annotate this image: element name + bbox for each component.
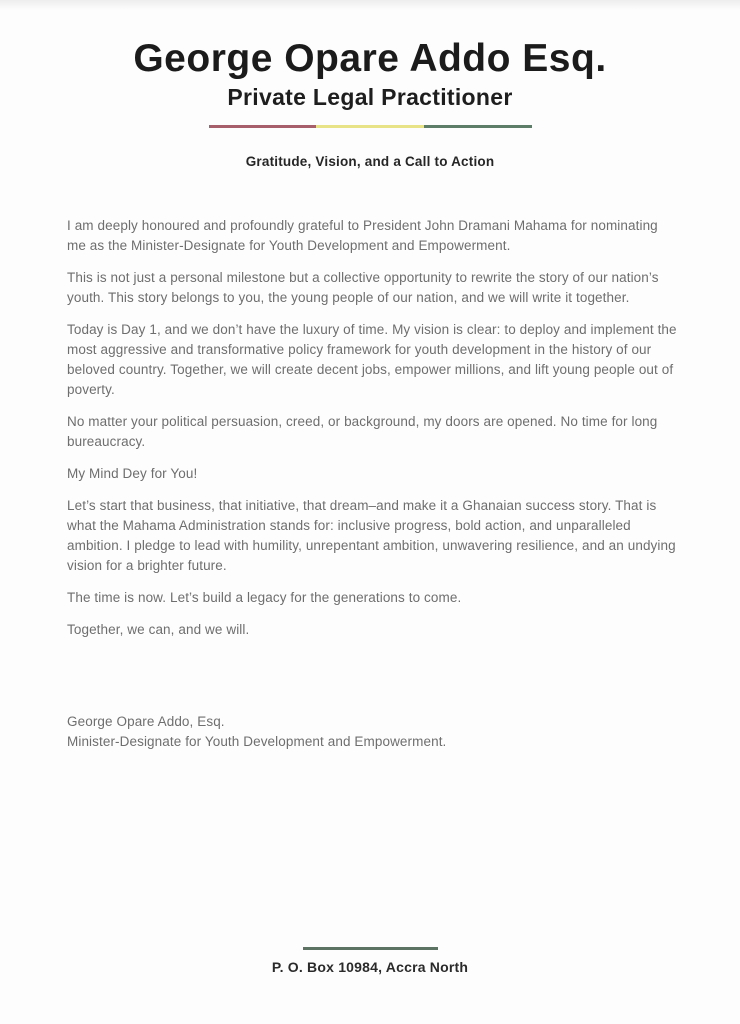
tricolor-divider <box>209 125 532 128</box>
divider-red-segment <box>209 125 317 128</box>
letter-paragraph: I am deeply honoured and profoundly grateful to President John Dramani Mahama for nominating me as the Minister-Designate for Youth Development and Empowerment. <box>67 218 658 254</box>
signature-block <box>67 712 678 752</box>
signature-role: Minister-Designate for Youth Development and Empowerment. <box>67 734 447 750</box>
footer-address: P. O. Box 10984, Accra North <box>271 959 469 975</box>
divider-yellow-segment <box>316 125 424 128</box>
letterhead-role: Private Legal Practitioner <box>227 83 513 110</box>
signature-name: George Opare Addo, Esq. <box>67 714 225 730</box>
letter-paragraph: The time is now. Let’s build a legacy for the generations to come. <box>67 590 462 606</box>
letter-paragraph: Today is Day 1, and we don’t have the luxury of time. My vision is clear: to deploy and implement the most aggressive and transformative policy framework for youth development in the history of our beloved country. Together, we will create decent jobs, empower millions, and lift young people out of poverty. <box>67 322 677 398</box>
letter-paragraph: This is not just a personal milestone but a collective opportunity to rewrite the story of our nation’s youth. This story belongs to you, the young people of our nation, and we will write it together. <box>67 270 659 306</box>
footer-divider-line <box>303 947 438 950</box>
letter-paragraph: No matter your political persuasion, creed, or background, my doors are opened. No time for long bureaucracy. <box>67 414 658 450</box>
letter-paragraph: Let’s start that business, that initiative, that dream–and make it a Ghanaian success story. That is what the Mahama Administration stands for: inclusive progress, bold action, and unparalleled ambition. I pledge to lead with humility, unrepentant ambition, unwavering resilience, and an undying vision for a brighter future. <box>67 498 676 574</box>
letterhead-name: George Opare Addo Esq. <box>133 37 607 80</box>
letterhead <box>0 0 740 128</box>
divider-green-segment <box>424 125 532 128</box>
letter-subject: Gratitude, Vision, and a Call to Action <box>245 154 495 170</box>
letter-body <box>67 216 678 640</box>
letter-paragraph: My Mind Dey for You! <box>67 466 198 482</box>
letter-paragraph: Together, we can, and we will. <box>67 622 250 638</box>
letter-footer <box>0 947 740 975</box>
